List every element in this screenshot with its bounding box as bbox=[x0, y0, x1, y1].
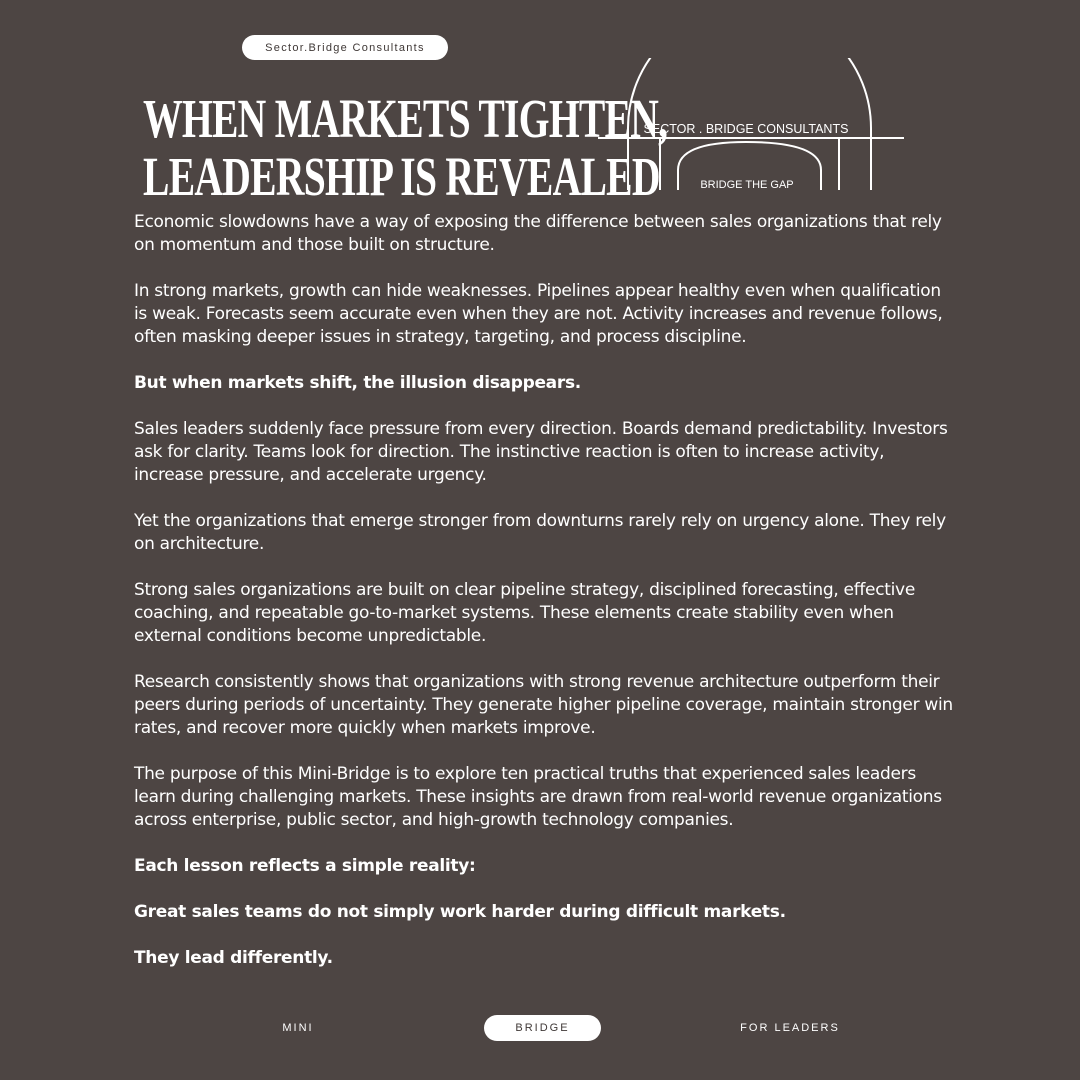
paragraph: Economic slowdowns have a way of exposing the difference between sales organizations that rely on momentum and those built on structure. bbox=[134, 212, 942, 255]
logo-top-text: SECTOR . BRIDGE CONSULTANTS bbox=[643, 122, 849, 136]
page-title bbox=[143, 90, 667, 206]
nav-item-mini[interactable]: MINI bbox=[282, 1022, 314, 1034]
article-body bbox=[134, 211, 954, 993]
paragraph: They lead differently. bbox=[134, 948, 333, 968]
paragraph: Strong sales organizations are built on clear pipeline strategy, disciplined forecasting, effective coaching, and repeatable go-to-market systems. These elements create stability even when external conditions become unpredictable. bbox=[134, 580, 915, 646]
paragraph: Sales leaders suddenly face pressure from every direction. Boards demand predictability. Investors ask for clarity. Teams look for direction. The instinctive reaction is often to increase activity, increase pressure, and accelerate urgency. bbox=[134, 419, 948, 485]
bottom-nav bbox=[0, 1015, 1080, 1041]
nav-item-for-leaders[interactable]: FOR LEADERS bbox=[740, 1022, 840, 1034]
paragraph: But when markets shift, the illusion disappears. bbox=[134, 373, 581, 393]
paragraph: Research consistently shows that organizations with strong revenue architecture outperform their peers during periods of uncertainty. They generate higher pipeline coverage, maintain stronger win rates, and recover more quickly when markets improve. bbox=[134, 672, 953, 738]
paragraph: In strong markets, growth can hide weaknesses. Pipelines appear healthy even when qualification is weak. Forecasts seem accurate even when they are not. Activity increases and revenue follows, often masking deeper issues in strategy, targeting, and process discipline. bbox=[134, 281, 943, 347]
headline-line-2: LEADERSHIP IS REVEALED bbox=[143, 146, 660, 207]
bridge-logo bbox=[596, 58, 906, 193]
nav-item-bridge[interactable]: BRIDGE bbox=[484, 1015, 601, 1041]
paragraph: Each lesson reflects a simple reality: bbox=[134, 856, 476, 876]
logo-bottom-text: BRIDGE THE GAP bbox=[700, 179, 794, 191]
headline-line-1: WHEN MARKETS TIGHTEN, bbox=[143, 88, 668, 149]
paragraph: Yet the organizations that emerge stronger from downturns rarely rely on urgency alone. They rely on architecture. bbox=[134, 511, 946, 554]
brand-pill: Sector.Bridge Consultants bbox=[242, 35, 448, 60]
paragraph: Great sales teams do not simply work harder during difficult markets. bbox=[134, 902, 786, 922]
paragraph: The purpose of this Mini-Bridge is to explore ten practical truths that experienced sales leaders learn during challenging markets. These insights are drawn from real-world revenue organizations across enterprise, public sector, and high-growth technology companies. bbox=[134, 764, 942, 830]
